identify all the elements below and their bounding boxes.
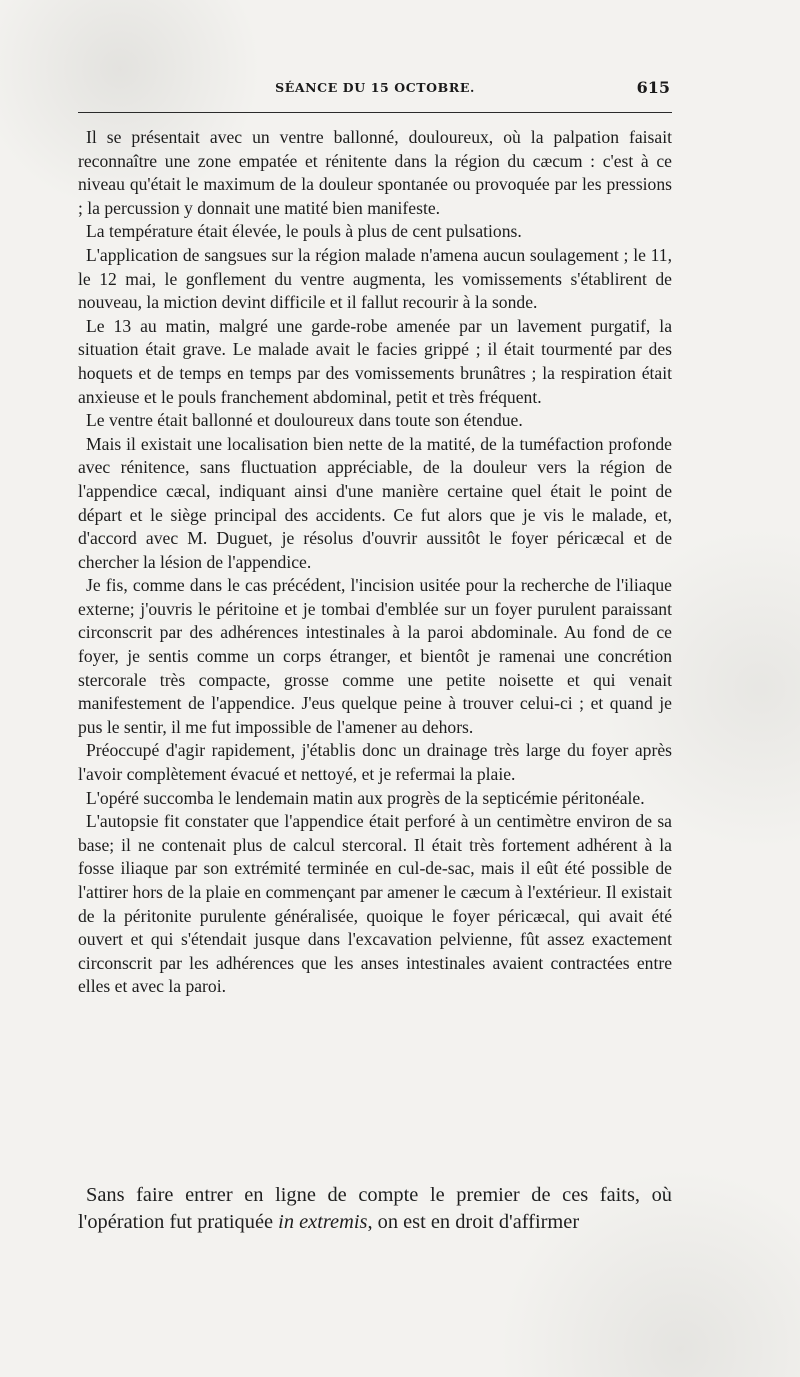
running-title: SÉANCE DU 15 OCTOBRE. [275, 80, 475, 95]
paragraph: L'autopsie fit constater que l'appendice était perforé à un centimètre environ de sa base; il ne contenait plus de calcul stercoral. Il était très fortement adhérent à la fosse iliaque par son extrémité terminée en cul-de-sac, mais il eût été possible de l'attirer hors de la plaie en commençant par amener le cæcum à l'extérieur. Il existait de la péritonite purulente généralisée, quoique le foyer péricæcal, qui avait été ouvert et qui s'étendait jusque dans l'excavation pelvienne, fût assez exactement circonscrit par les adhérences que les anses intestinales avaient contractées entre elles et avec la paroi. [78, 811, 672, 997]
closing-text-start: Sans faire entrer en ligne de compte le premier de ces faits, où l'opération fut pratiquée [78, 1184, 672, 1233]
paragraph: L'application de sangsues sur la région malade n'amena aucun soulagement ; le 11, le 12 mai, le gonflement du ventre augmenta, les vomissements s'établirent de nouveau, la miction devint difficile et il fallut recourir à la sonde. [78, 244, 672, 313]
closing-paragraph [78, 1182, 672, 1236]
body-text [78, 126, 672, 999]
page-number: 615 [636, 78, 670, 97]
paragraph: Le ventre était ballonné et douloureux dans toute son étendue. [86, 410, 523, 431]
closing-text-italic: in extremis [278, 1211, 368, 1233]
closing-text [78, 1182, 672, 1236]
paragraph: La température était élevée, le pouls à plus de cent pulsations. [86, 221, 522, 242]
running-head [78, 78, 672, 104]
paragraph: L'opéré succomba le lendemain matin aux progrès de la septicémie péritonéale. [86, 787, 645, 808]
paragraph: Préoccupé d'agir rapidement, j'établis donc un drainage très large du foyer après l'avoir complètement évacué et nettoyé, et je refermai la plaie. [78, 740, 672, 785]
paragraph: Le 13 au matin, malgré une garde-robe amenée par un lavement purgatif, la situation était grave. Le malade avait le facies grippé ; il était tourmenté par des hoquets et de temps en temps par des vomissements brunâtres ; la respiration était anxieuse et le pouls franchement abdominal, petit et très fréquent. [78, 315, 672, 407]
closing-text-end: , on est en droit d'affirmer [367, 1211, 580, 1233]
paragraph: Il se présentait avec un ventre ballonné, douloureux, où la palpation faisait reconnaître une zone empatée et rénitente dans la région du cæcum : c'est à ce niveau qu'était le maximum de la douleur spontanée ou provoquée par les pressions ; la percussion y donnait une matité bien manifeste. [78, 127, 672, 218]
paragraph: Mais il existait une localisation bien nette de la matité, de la tuméfaction profonde avec rénitence, sans fluctuation appréciable, de la douleur vers la région de l'appendice cæcal, indiquant ainsi d'une manière certaine quel était le point de départ et le siège principal des accidents. Ce fut alors que je vis le malade, et, d'accord avec M. Duguet, je résolus d'ouvrir aussitôt le foyer péricæcal et de chercher la lésion de l'appendice. [78, 433, 672, 572]
paragraph: Je fis, comme dans le cas précédent, l'incision usitée pour la recherche de l'iliaque externe; j'ouvris le péritoine et je tombai d'emblée sur un foyer purulent paraissant circonscrit par des adhérences intestinales à la paroi abdominale. Au fond de ce foyer, je sentis comme un corps étranger, et bientôt je ramenai une concrétion stercorale très compacte, grosse comme une petite noisette et qui venait manifestement de l'appendice. J'eus quelque peine à trouver celui-ci ; et quand je pus le sentir, il me fut impossible de l'amener au dehors. [78, 575, 672, 737]
header-rule [78, 112, 672, 113]
